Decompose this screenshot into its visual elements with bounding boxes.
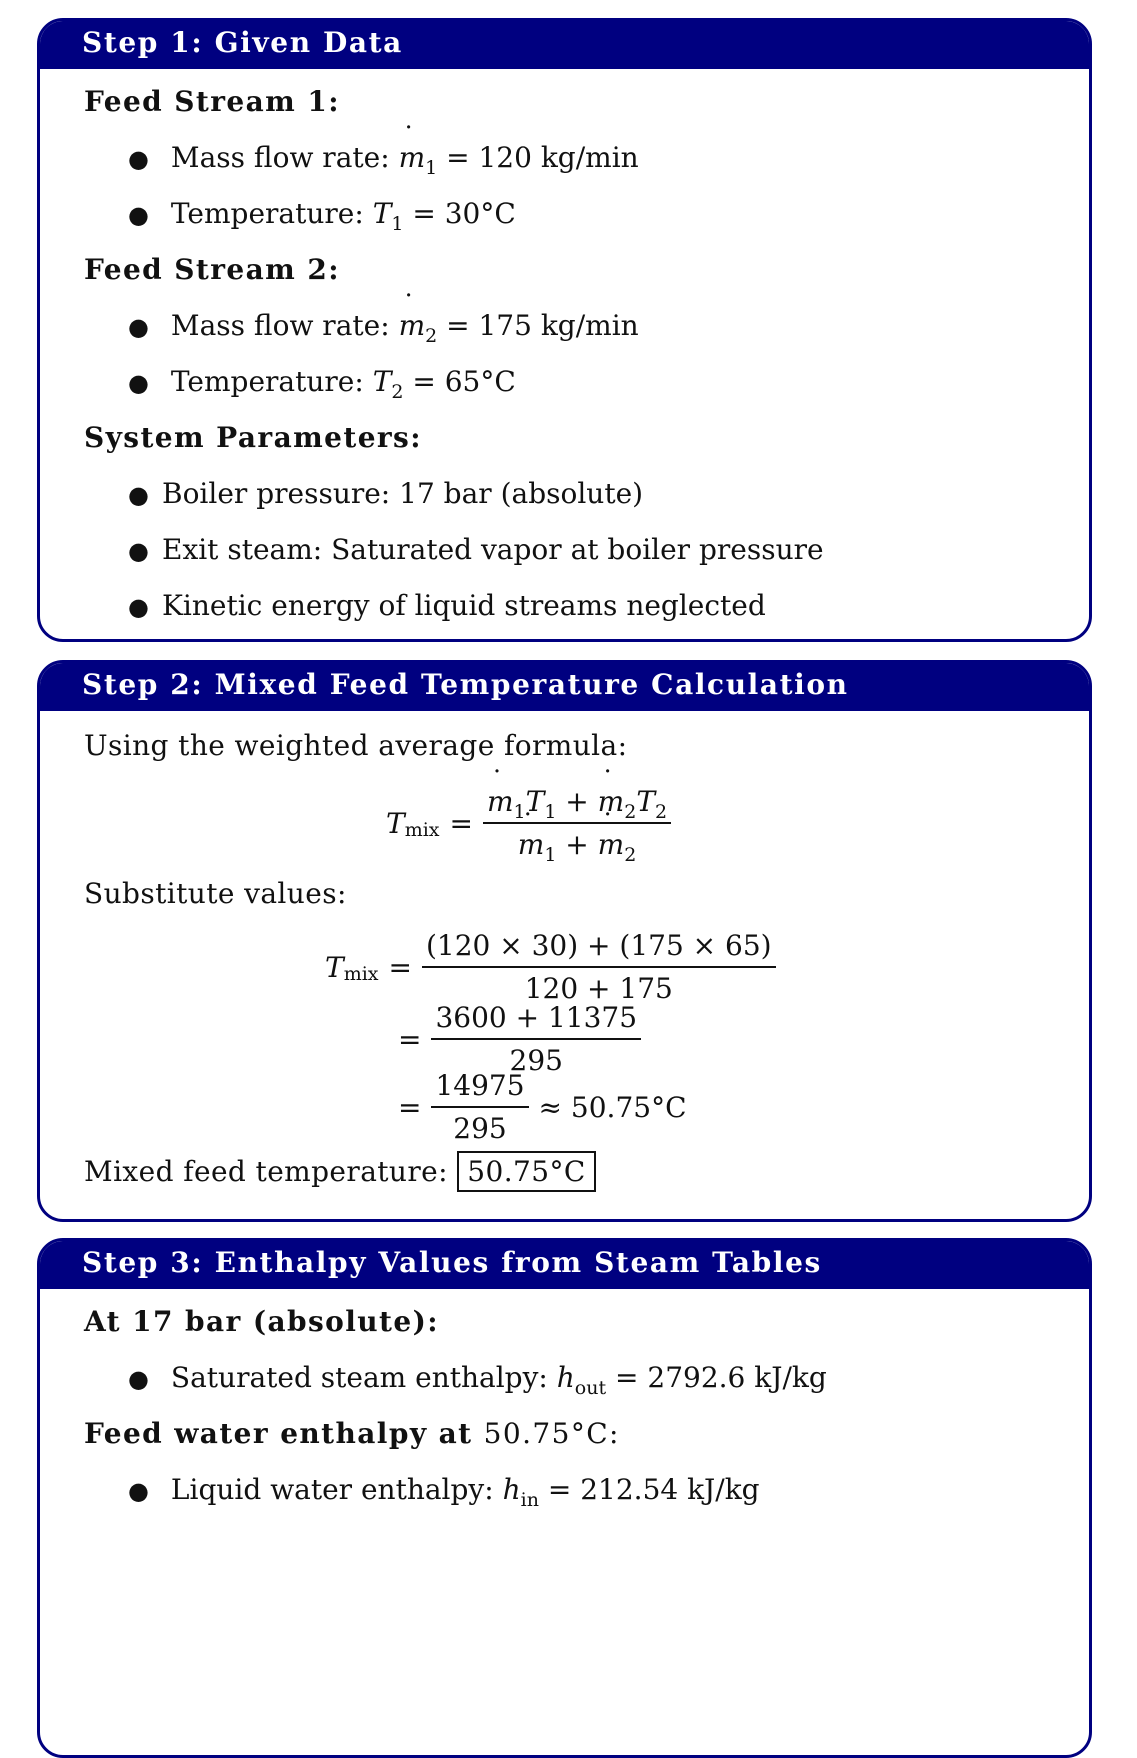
bullet-icon: ●	[128, 593, 149, 621]
bullet-icon: ●	[128, 1365, 149, 1393]
bullet-icon: ●	[128, 201, 149, 229]
bullet-icon: ●	[128, 481, 149, 509]
substitute-label: Substitute values:	[84, 877, 347, 910]
system-heading: System Parameters:	[84, 421, 422, 454]
step1-box	[37, 18, 1092, 642]
result-value-box: 50.75°C	[457, 1151, 595, 1192]
step1-title: Step 1: Given Data	[40, 21, 1089, 69]
system-item: ● Exit steam: Saturated vapor at boiler pressure	[128, 533, 824, 566]
feed1-massflow-item: ● Mass flow rate: ˙ $m_1 = 120$ kg/min	[128, 141, 639, 174]
step3-title: Step 3: Enthalpy Values from Steam Tables	[40, 1241, 1089, 1289]
system-item: ● Kinetic energy of liquid streams neglected	[128, 589, 766, 622]
feed2-temperature-item: ● Temperature: $T_2 = 65^\circ C$	[128, 365, 516, 403]
feed-water-heading: Feed water enthalpy at 50.75°C:	[84, 1417, 620, 1450]
calc-line-3: = $\frac{14975}{295}$ ≈ 50.75°C	[398, 1069, 687, 1145]
step2-title: Step 2: Mixed Feed Temperature Calculation	[40, 663, 1089, 711]
feed1-temperature-item: ● Temperature: $T_1 = 30^\circ C$	[128, 197, 516, 235]
bullet-icon: ●	[128, 313, 149, 341]
feed2-massflow-item: ● Mass flow rate: ˙ $m_2 = 175$ kg/min	[128, 309, 639, 342]
bullet-icon: ●	[128, 145, 149, 173]
calc-line-1: T mix = $\frac{(120 \times 30) + (175 \times 65)}{120 + 175}$	[325, 929, 776, 1005]
formula-intro: Using the weighted average formula:	[84, 729, 628, 762]
step2-box	[37, 660, 1092, 1222]
result-row: Mixed feed temperature: 50.75°C	[84, 1155, 596, 1188]
bullet-icon: ●	[128, 1477, 149, 1505]
pressure-heading: At 17 bar (absolute):	[84, 1305, 439, 1338]
system-item: ● Boiler pressure: 17 bar (absolute)	[128, 477, 644, 510]
bullet-icon: ●	[128, 369, 149, 397]
step3-box	[37, 1238, 1092, 1758]
feed1-heading: Feed Stream 1:	[84, 85, 340, 118]
weighted-average-formula: T mix = ˙ $m_1T_1$ + ˙ $m_2T_2$ ˙ $m_1$ + ˙ $m_2$	[386, 785, 671, 861]
bullet-icon: ●	[128, 537, 149, 565]
water-enthalpy-item: ● Liquid water enthalpy: $h_{in} = 212.54$ kJ/kg	[128, 1473, 760, 1511]
calc-line-2: = $\frac{3600 + 11375}{295}$	[388, 1001, 641, 1077]
formula-fraction: ˙ $m_1T_1$ + ˙ $m_2T_2$ ˙ $m_1$ + ˙ $m_2$	[483, 785, 671, 861]
feed2-heading: Feed Stream 2:	[84, 253, 340, 286]
steam-enthalpy-item: ● Saturated steam enthalpy: $h_{out} = 2792.6$ kJ/kg	[128, 1361, 827, 1399]
